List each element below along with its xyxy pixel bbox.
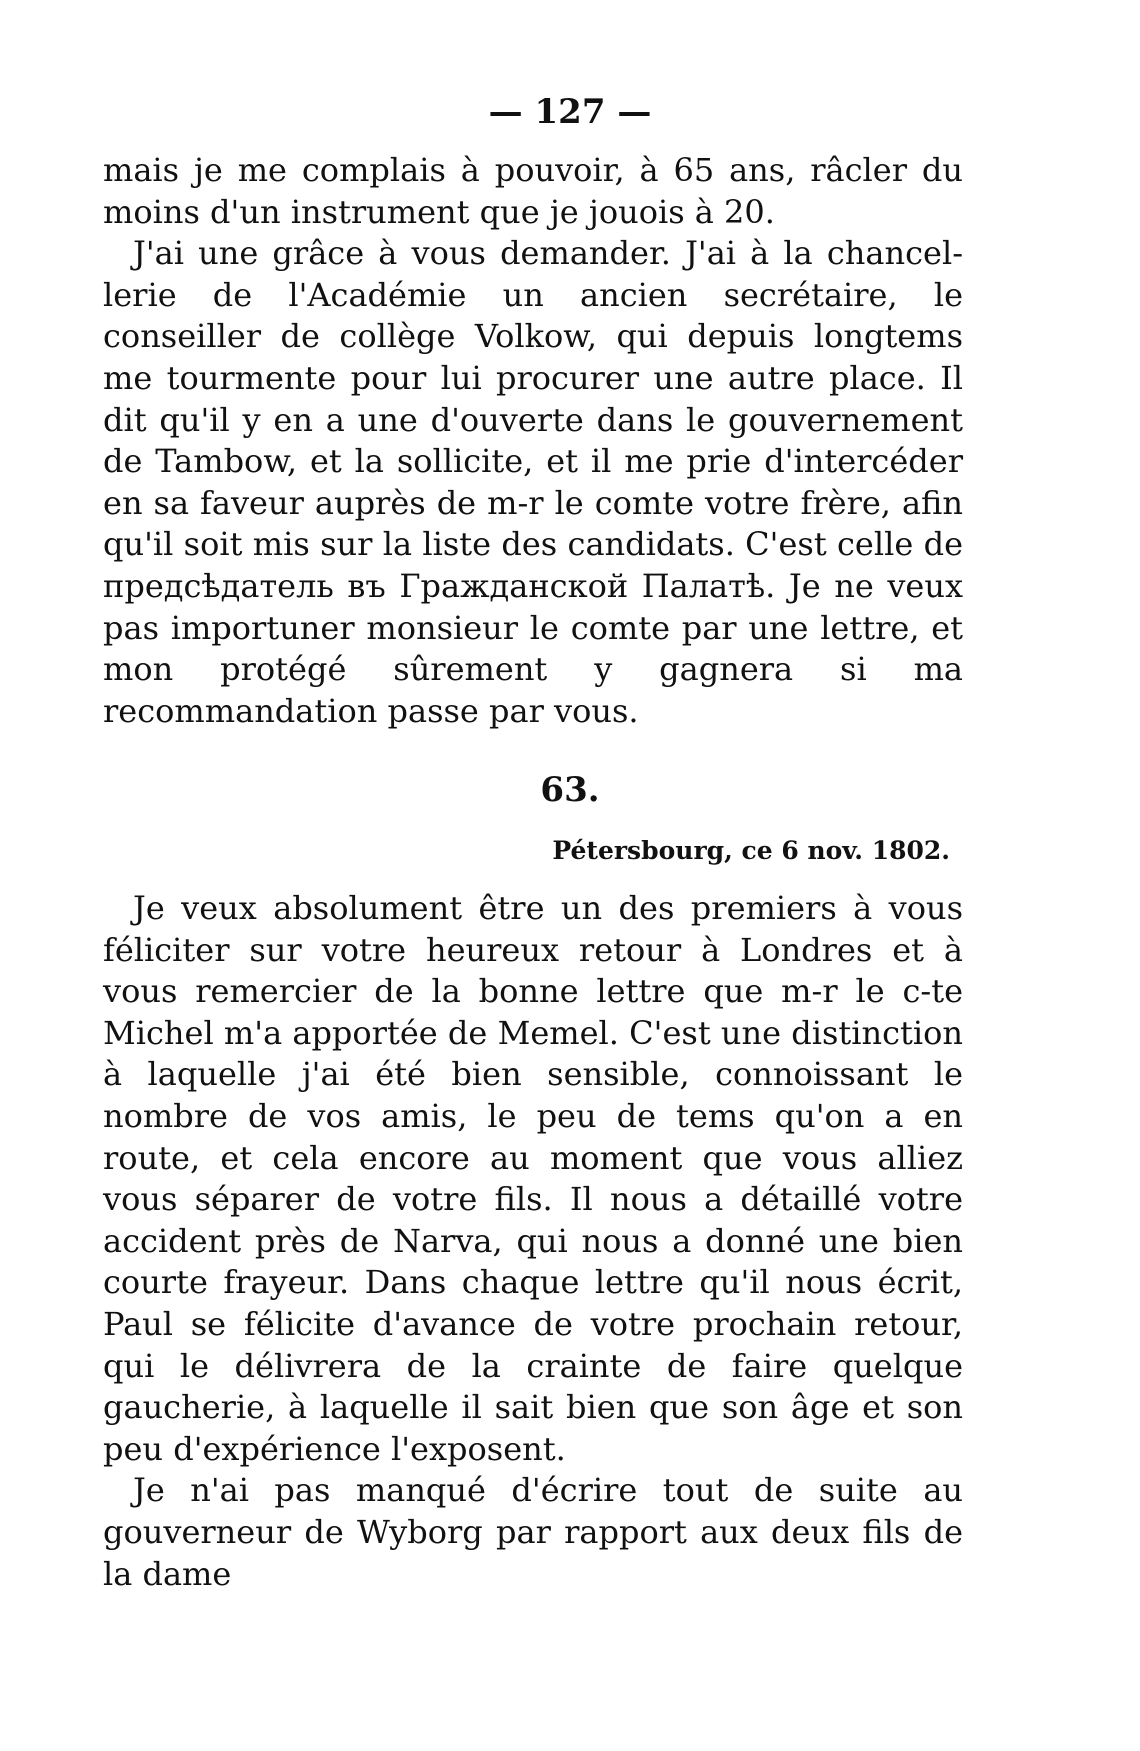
paragraph: Je n'ai pas manqué d'écrire tout de suite au gouverneur de Wyborg par rapport aux deux fils de la dame xyxy=(103,1471,963,1593)
paragraph: mais je me complais à pouvoir, à 65 ans, râcler du moins d'un instrument que je jouois à 20. xyxy=(103,151,963,231)
paragraph: J'ai une grâce à vous demander. J'ai à la chancellerie de l'Académie un ancien secrétaire, le conseiller de collège Volkow, qui depuis longtems me tourmente pour lui procurer une autre place. Il dit qu'il y en a une d'ouverte dans le gouvernement de Tambow, et la sollicite, et il me prie d'intercéder en sa faveur auprès de m-r le comte votre frère, afin qu'il soit mis sur la liste des candidats. C'est celle de предсѣдатель въ Гражданской Палатѣ. Je ne veux pas importuner monsieur le comte par une lettre, et mon protégé sûrement y gagnera si ma recommandation passe par vous. xyxy=(103,234,963,730)
letter-text xyxy=(103,888,963,1595)
paragraph: Je veux absolument être un des premiers à vous féliciter sur votre heureux retour à Londres et à vous remercier de la bonne lettre que m-r le c-te Michel m'a apportée de Memel. C'est une distinction à laquelle j'ai été bien sensible, connoissant le nombre de vos amis, le peu de tems qu'on a en route, et cela encore au moment que vous alliez vous séparer de votre fils. Il nous a détaillé votre accident près de Narva, qui nous a donné une bien courte frayeur. Dans chaque lettre qu'il nous écrit, Paul se félicite d'avance de votre prochain retour, qui le délivrera de la crainte de faire quelque gaucherie, à laquelle il sait bien que son âge et son peu d'expérience l'exposent. xyxy=(103,889,963,1468)
continuation-text xyxy=(103,150,963,732)
letter-number: 63. xyxy=(540,770,600,810)
page-number: — 127 — xyxy=(488,92,652,132)
letter-dateline: Pétersbourg, ce 6 nov. 1802. xyxy=(552,836,950,865)
